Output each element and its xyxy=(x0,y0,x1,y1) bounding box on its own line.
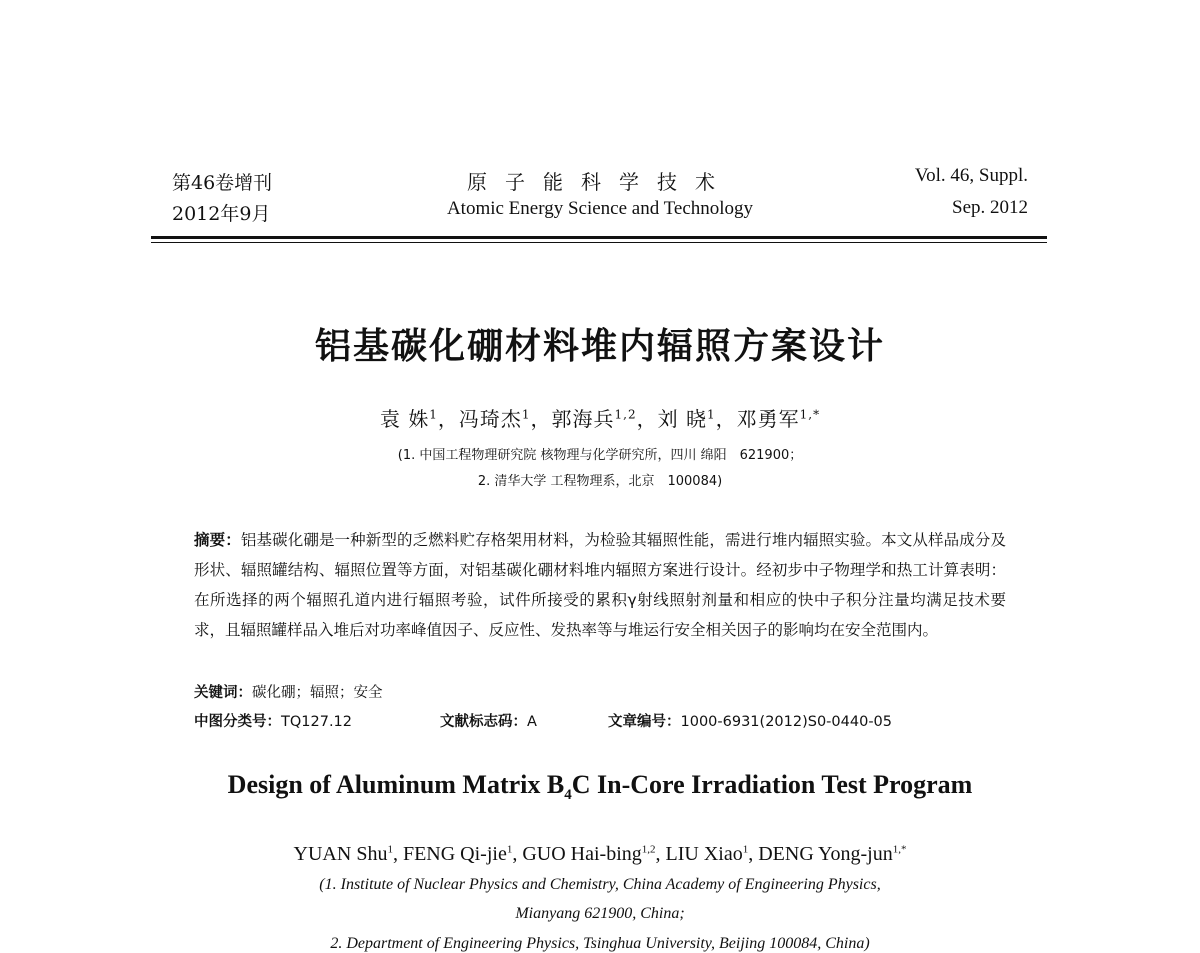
author-affiliation-mark: 1 xyxy=(506,843,513,856)
header-rule-thin xyxy=(151,242,1047,243)
author-name: 冯琦杰 xyxy=(458,407,522,431)
article-no-value: 1000-6931(2012)S0-0440-05 xyxy=(680,714,892,730)
author-list-en: YUAN Shu$^1$, FENG Qi-jie$^1$, GUO Hai-bing$^{1,2}$, LIU Xiao$^1$, DENG Yong-jun$^{1,*}$ xyxy=(293,843,907,865)
volume-issue-cn: 第46卷增刊 xyxy=(172,172,273,194)
title-en-subscript: 4 xyxy=(564,787,572,804)
header-rule-thick xyxy=(151,236,1047,239)
keywords-label: 关键词： xyxy=(194,685,252,701)
author-affiliation-mark: 1,* xyxy=(892,843,907,856)
affiliation-cn-1: (1. 中国工程物理研究院 核物理与化学研究所，四川 绵阳 621900； xyxy=(397,448,803,463)
article-number xyxy=(608,710,892,731)
paper-title-en xyxy=(0,770,1200,804)
affiliation-en-3: 2. Department of Engineering Physics, Tsinghua University, Beijing 100084, China) xyxy=(330,935,870,952)
author-affiliation-mark: 1 xyxy=(707,407,716,422)
abstract-text: 铝基碳化硼是一种新型的乏燃料贮存格架用材料，为检验其辐照性能，需进行堆内辐照实验。本文从样品成分及形状、辐照罐结构、辐照位置等方面，对铝基碳化硼材料堆内辐照方案进行设计。经初步中子物理学和热工计算表明：在所选择的两个辐照孔道内进行辐照考验，试件所接受的累积γ射线照射剂量和相应的快中子积分注量均满足技术要求，且辐照罐样品入堆后对功率峰值因子、反应性、发热率等与堆运行安全相关因子的影响均在安全范围内。 xyxy=(194,531,1006,639)
journal-title-en: Atomic Energy Science and Technology xyxy=(446,198,754,219)
author-affiliation-mark: 1 xyxy=(742,843,749,856)
article-no-label: 文章编号： xyxy=(608,714,681,730)
clc-value: TQ127.12 xyxy=(281,714,353,730)
author-affiliation-mark: 1,2 xyxy=(641,843,656,856)
author-name-en: YUAN Shu xyxy=(293,843,388,865)
author-name-en: FENG Qi-jie xyxy=(402,843,507,865)
author-affiliation-mark: 1 xyxy=(521,407,531,422)
author-name: 袁 姝 xyxy=(379,407,430,431)
volume-issue-en: Vol. 46, Suppl. xyxy=(914,165,1028,186)
title-en-part-1: Design of Aluminum Matrix B xyxy=(227,770,565,799)
keywords-text: 碳化硼；辐照；安全 xyxy=(252,685,383,701)
author-list-cn: 袁 姝$^1$，冯琦杰$^1$，郭海兵$^{1,2}$，刘 晓$^1$，邓勇军$^{1,*}$ xyxy=(379,407,821,431)
affiliation-cn-2: 2. 清华大学 工程物理系，北京 100084) xyxy=(477,474,723,489)
date-en: Sep. 2012 xyxy=(952,197,1028,218)
author-name-en: GUO Hai-bing xyxy=(522,843,642,865)
doc-code-label: 文献标志码： xyxy=(440,714,527,730)
paper-title-cn: 铝基碳化硼材料堆内辐照方案设计 xyxy=(314,326,885,367)
author-affiliation-mark: 1 xyxy=(429,407,438,422)
author-affiliation-mark: 1 xyxy=(387,843,393,856)
clc-label: 中图分类号： xyxy=(194,714,281,730)
author-affiliation-mark: 1,* xyxy=(799,407,821,422)
document-code xyxy=(440,710,537,731)
clc-number xyxy=(194,710,352,731)
abstract-cn xyxy=(194,525,1006,645)
affiliation-en-1: (1. Institute of Nuclear Physics and Chemistry, China Academy of Engineering Physics, xyxy=(319,876,881,893)
author-name: 刘 晓 xyxy=(657,407,707,431)
date-cn: 2012年9月 xyxy=(172,203,271,225)
doc-code-value: A xyxy=(527,714,537,730)
author-affiliation-mark: 1,2 xyxy=(614,407,637,422)
abstract-label: 摘要： xyxy=(194,531,241,549)
affiliation-en-2: Mianyang 621900, China; xyxy=(515,905,685,922)
author-name-en: DENG Yong-jun xyxy=(758,843,893,865)
author-name-en: LIU Xiao xyxy=(665,843,743,865)
author-name: 郭海兵 xyxy=(551,407,615,431)
author-name: 邓勇军 xyxy=(736,407,800,431)
keywords-line xyxy=(194,681,383,702)
journal-title-cn: 原子能科学技术 xyxy=(467,170,733,194)
title-en-part-2: C In-Core Irradiation Test Program xyxy=(571,770,973,799)
